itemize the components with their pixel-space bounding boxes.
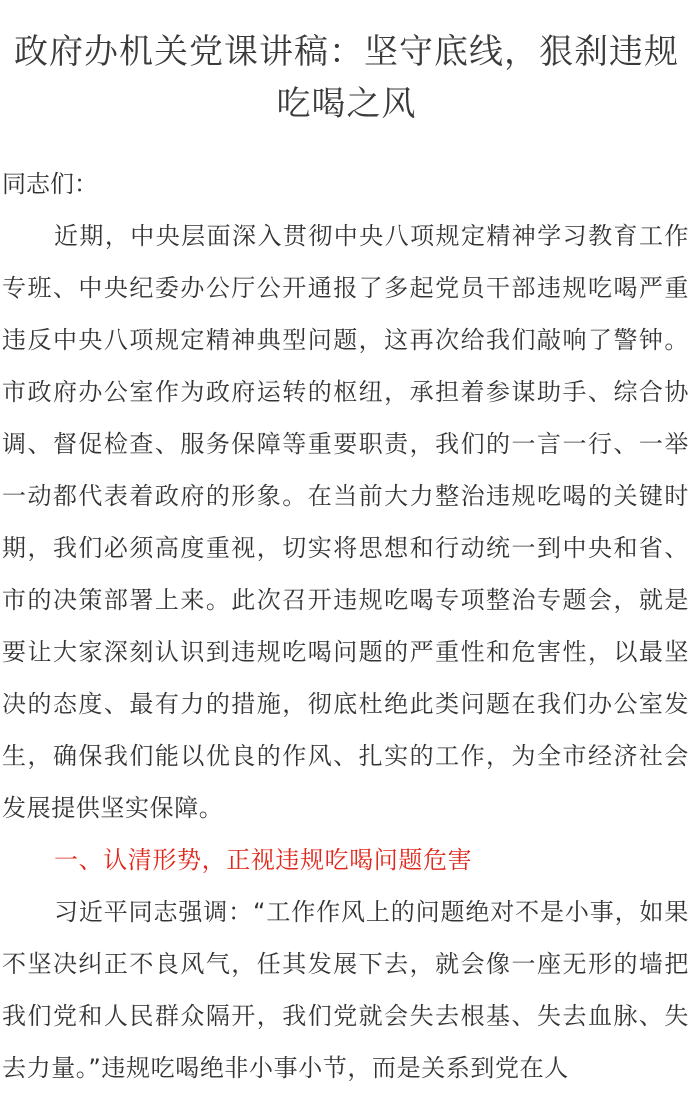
document-title	[0, 0, 693, 130]
title-line-2: 吃喝之风	[276, 84, 417, 124]
greeting: 同志们：	[2, 170, 98, 198]
section-heading-1: 一、认清形势，正视违规吃喝问题危害	[54, 846, 473, 874]
section1-paragraph: 习近平同志强调：“工作作风上的问题绝对不是小事，如果不坚决纠正不良风气，任其发展下去，就会像一座无形的墙把我们党和人民群众隔开，我们党就会失去根基、失去血脉、失去力量。”违规吃喝绝非小事小节，而是关系到党在人	[2, 898, 689, 1082]
intro-paragraph: 近期，中央层面深入贯彻中央八项规定精神学习教育工作专班、中央纪委办公厅公开通报了多起党员干部违规吃喝严重违反中央八项规定精神典型问题，这再次给我们敲响了警钟。市政府办公室作为政府运转的枢纽，承担着参谋助手、综合协调、督促检查、服务保障等重要职责，我们的一言一行、一举一动都代表着政府的形象。在当前大力整治违规吃喝的关键时期，我们必须高度重视，切实将思想和行动统一到中央和省、市的决策部署上来。此次召开违规吃喝专项整治专题会，就是要让大家深刻认识到违规吃喝问题的严重性和危害性，以最坚决的态度、最有力的措施，彻底杜绝此类问题在我们办公室发生，确保我们能以优良的作风、扎实的工作，为全市经济社会发展提供坚实保障。	[2, 222, 689, 822]
title-line-1: 政府办机关党课讲稿：坚守底线，狠刹违规	[14, 32, 679, 72]
